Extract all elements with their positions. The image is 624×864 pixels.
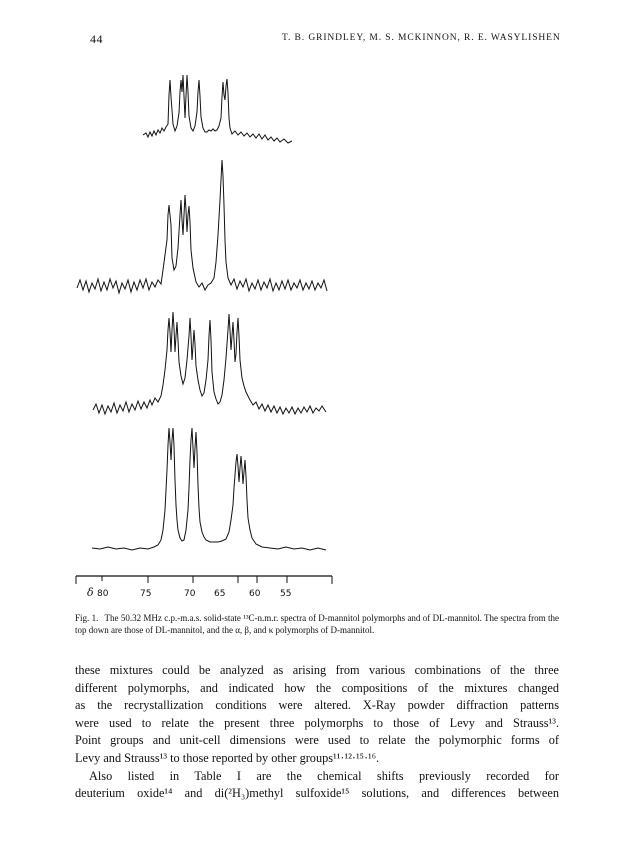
axis-tick-label-80: 80 — [97, 589, 109, 599]
body-line: were used to relate the present three polymorphs to those of Levy and Strauss¹³. — [75, 715, 559, 730]
chemical-shift-axis — [76, 576, 332, 599]
spectrum-trace-1 — [143, 75, 292, 143]
body-text — [75, 662, 559, 803]
axis-tick-label-65: 65 — [214, 589, 226, 599]
spectrum-trace-2 — [77, 160, 327, 293]
spectrum-trace-4 — [92, 428, 326, 550]
body-line: as the recrystallization conditions were altered. X-Ray powder diffraction patterns — [75, 698, 559, 713]
figure-caption — [75, 612, 559, 636]
body-line: Levy and Strauss¹³ to those reported by other groups¹¹·¹²·¹⁵·¹⁶. — [75, 750, 380, 765]
body-line: these mixtures could be analyzed as arising from various combinations of the three — [75, 663, 559, 677]
axis-delta-symbol: δ — [87, 586, 94, 599]
figure-label: Fig. 1. — [75, 613, 99, 623]
body-line: deuterium oxide¹⁴ and di(²H₃)methyl sulfoxide¹⁵ solutions, and differences between — [75, 786, 559, 801]
axis-tick-label-55: 55 — [280, 589, 292, 599]
page-number: 44 — [90, 32, 103, 46]
body-line: Point groups and unit-cell dimensions were used to relate the polymorphic forms of — [75, 733, 559, 748]
spectrum-kappa-polymorph — [92, 428, 326, 550]
body-line: different polymorphs, and indicated how the compositions of the mixtures changed — [75, 680, 559, 695]
spectrum-dl-mannitol — [143, 75, 292, 143]
axis-tick-label-75: 75 — [140, 589, 152, 599]
spectrum-beta-polymorph — [93, 312, 326, 414]
body-line: Also listed in Table I are the chemical shifts previously recorded for — [89, 768, 559, 783]
spectrum-alpha-polymorph — [77, 160, 327, 293]
figure-caption-text: The 50.32 MHz c.p.-m.a.s. solid-state ¹³C-n.m.r. spectra of D-mannitol polymorphs and of DL-mannitol. The spectra from the top down are those of DL-mannitol, and the α, β, and κ polymorphs of D-mannitol. — [75, 613, 559, 635]
running-head: T. B. GRINDLEY, M. S. MCKINNON, R. E. WASYLISHEN — [282, 33, 561, 43]
spectrum-trace-3 — [93, 312, 326, 414]
axis-tick-label-70: 70 — [184, 589, 196, 599]
axis-tick-label-60: 60 — [249, 589, 261, 599]
